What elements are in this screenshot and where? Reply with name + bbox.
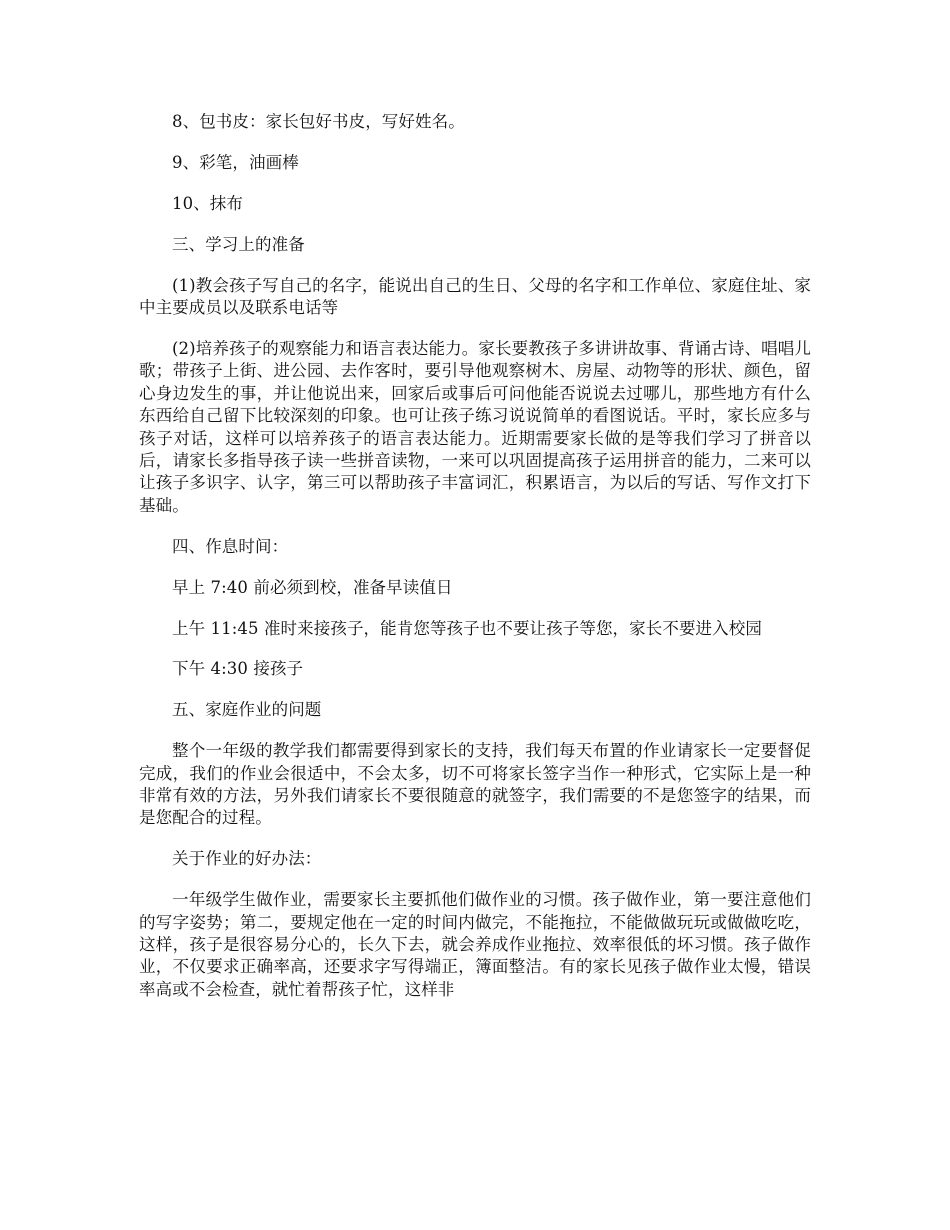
paragraph-study-prep-1: (1)教会孩子写自己的名字，能说出自己的生日、父母的名字和工作单位、家庭住址、家中主要成员以及联系电话等 (139, 275, 811, 318)
paragraph-homework: 整个一年级的教学我们都需要得到家长的支持，我们每天布置的作业请家长一定要督促完成，我们的作业会很适中，不会太多，切不可将家长签字当作一种形式，它实际上是一种非常有效的方法，另外我们请家长不要很随意的就签字，我们需要的不是您签字的结果，而是您配合的过程。 (139, 741, 811, 828)
subheading-homework-tips: 关于作业的好办法： (172, 849, 322, 869)
paragraph-homework-tips: 一年级学生做作业，需要家长主要抓他们做作业的习惯。孩子做作业，第一要注意他们的写字姿势；第二，要规定他在一定的时间内做完，不能拖拉，不能做做玩玩或做做吃吃，这样，孩子是很容易分心的，长久下去，就会养成作业拖拉、效率很低的坏习惯。孩子做作业，不仅要求正确率高，还要求字写得端正，簿面整洁。有的家长见孩子做作业太慢，错误率高或不会检查，就忙着帮孩子忙，这样非 (139, 890, 811, 999)
list-item-crayons: 9、彩笔，油画棒 (172, 152, 299, 172)
list-item-cloth: 10、抹布 (172, 193, 243, 213)
list-item-book-cover: 8、包书皮：家长包好书皮，写好姓名。 (172, 112, 465, 131)
schedule-noon: 上午 11:45 准时来接孩子，能肯您等孩子也不要让孩子等您，家长不要进入校园 (172, 618, 762, 638)
document-body (139, 111, 811, 1020)
section-heading-study-prep: 三、学习上的准备 (172, 234, 305, 254)
schedule-morning: 早上 7:40 前必须到校，准备早读值日 (172, 577, 453, 597)
section-heading-homework: 五、家庭作业的问题 (172, 700, 322, 720)
section-heading-schedule: 四、作息时间： (172, 536, 289, 556)
paragraph-study-prep-2: (2)培养孩子的观察能力和语言表达能力。家长要教孩子多讲讲故事、背诵古诗、唱唱儿歌；带孩子上街、进公园、去作客时，要引导他观察树木、房屋、动物等的形状、颜色，留心身边发生的事，并让他说出来，回家后或事后可问他能否说说去过哪儿，那些地方有什么东西给自己留下比较深刻的印象。也可让孩子练习说说简单的看图说话。平时，家长应多与孩子对话，这样可以培养孩子的语言表达能力。近期需要家长做的是等我们学习了拼音以后，请家长多指导孩子读一些拼音读物，一来可以巩固提高孩子运用拼音的能力，二来可以让孩子多识字、认字，第三可以帮助孩子丰富词汇，积累语言，为以后的写话、写作文打下基础。 (139, 338, 811, 515)
schedule-afternoon: 下午 4:30 接孩子 (172, 659, 304, 679)
